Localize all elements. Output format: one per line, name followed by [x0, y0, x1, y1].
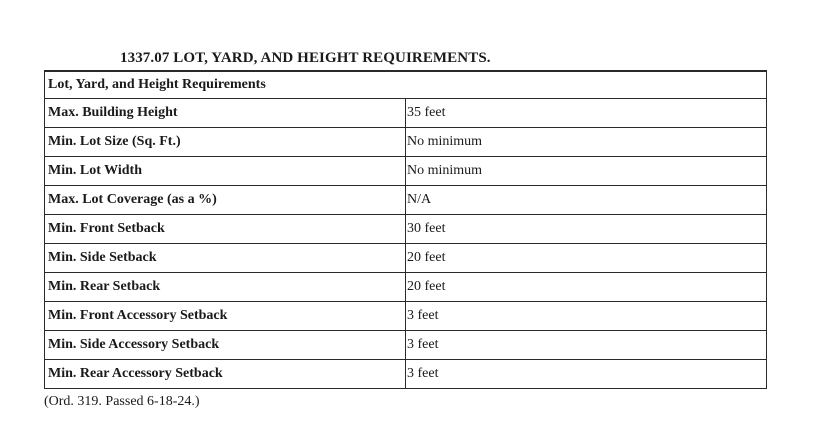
table-title-row — [45, 72, 767, 99]
row-value: 30 feet — [406, 215, 767, 244]
table-row — [45, 157, 767, 186]
row-value: 35 feet — [406, 99, 767, 128]
row-label: Max. Building Height — [45, 99, 406, 128]
row-label: Min. Side Accessory Setback — [45, 331, 406, 360]
row-label: Min. Lot Width — [45, 157, 406, 186]
row-label: Min. Side Setback — [45, 244, 406, 273]
row-label: Min. Front Accessory Setback — [45, 302, 406, 331]
row-value: 3 feet — [406, 331, 767, 360]
row-label: Min. Rear Accessory Setback — [45, 360, 406, 389]
table-row — [45, 128, 767, 157]
table-row — [45, 99, 767, 128]
ordinance-note: (Ord. 319. Passed 6-18-24.) — [44, 394, 200, 409]
table-title: Lot, Yard, and Height Requirements — [45, 72, 767, 99]
row-value: 3 feet — [406, 302, 767, 331]
table-row — [45, 215, 767, 244]
section-heading: 1337.07 LOT, YARD, AND HEIGHT REQUIREMENTS. — [120, 50, 491, 66]
row-value: 20 feet — [406, 244, 767, 273]
table-row — [45, 244, 767, 273]
table-row — [45, 302, 767, 331]
row-label: Min. Rear Setback — [45, 273, 406, 302]
table-row — [45, 360, 767, 389]
row-value: 20 feet — [406, 273, 767, 302]
requirements-table — [44, 71, 767, 389]
row-value: 3 feet — [406, 360, 767, 389]
table-row — [45, 273, 767, 302]
row-value: N/A — [406, 186, 767, 215]
table-row — [45, 186, 767, 215]
row-label: Max. Lot Coverage (as a %) — [45, 186, 406, 215]
row-value: No minimum — [406, 157, 767, 186]
row-label: Min. Lot Size (Sq. Ft.) — [45, 128, 406, 157]
row-value: No minimum — [406, 128, 767, 157]
row-label: Min. Front Setback — [45, 215, 406, 244]
table-row — [45, 331, 767, 360]
